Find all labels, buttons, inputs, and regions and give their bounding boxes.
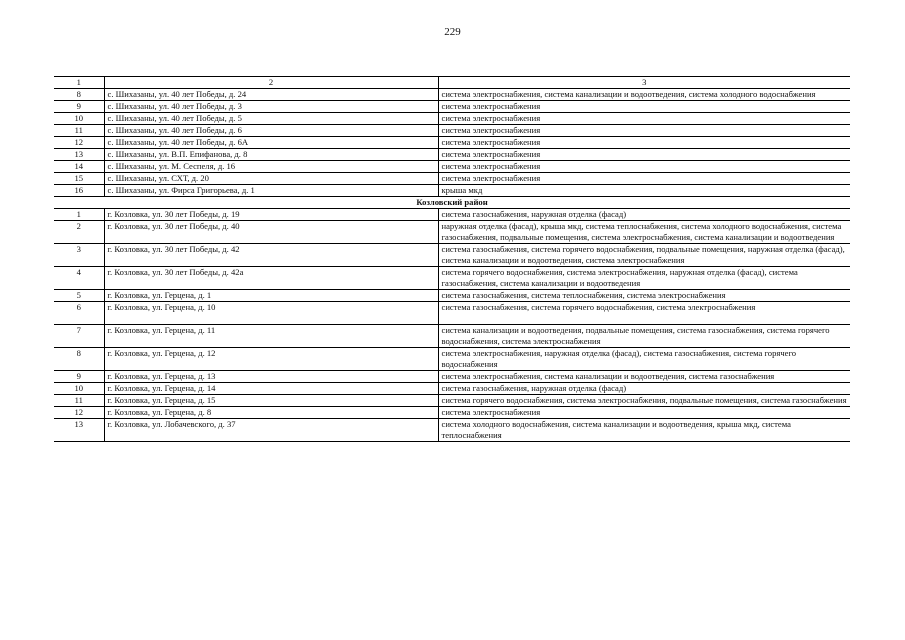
row-works: система электроснабжения xyxy=(438,137,850,149)
row-number: 7 xyxy=(54,325,104,348)
row-address: г. Козловка, ул. Лобачевского, д. 37 xyxy=(104,419,438,442)
table-row xyxy=(54,244,850,267)
section-title: Козловский район xyxy=(54,197,850,209)
row-works: система газоснабжения, система горячего водоснабжения, система электроснабжения xyxy=(438,302,850,325)
row-number: 9 xyxy=(54,371,104,383)
header-col-3: 3 xyxy=(438,77,850,89)
table-row xyxy=(54,348,850,371)
table-row xyxy=(54,395,850,407)
row-works: система канализации и водоотведения, подвальные помещения, система газоснабжения, система горячего водоснабжения, система электроснабжения xyxy=(438,325,850,348)
row-number: 13 xyxy=(54,419,104,442)
row-works: крыша мкд xyxy=(438,185,850,197)
works-table xyxy=(54,76,850,442)
table-header-row xyxy=(54,77,850,89)
row-address: г. Козловка, ул. Герцена, д. 12 xyxy=(104,348,438,371)
row-number: 8 xyxy=(54,89,104,101)
row-address: г. Козловка, ул. Герцена, д. 11 xyxy=(104,325,438,348)
table-row xyxy=(54,407,850,419)
row-works: система электроснабжения xyxy=(438,113,850,125)
row-number: 14 xyxy=(54,161,104,173)
table-row xyxy=(54,325,850,348)
row-number: 16 xyxy=(54,185,104,197)
row-works: система электроснабжения xyxy=(438,125,850,137)
table-row xyxy=(54,209,850,221)
row-number: 12 xyxy=(54,137,104,149)
row-address: с. Шихазаны, ул. М. Сеспеля, д. 16 xyxy=(104,161,438,173)
row-works: система электроснабжения xyxy=(438,173,850,185)
row-number: 11 xyxy=(54,395,104,407)
row-works: система горячего водоснабжения, система электроснабжения, наружная отделка (фасад), система газоснабжения, система канализации и водоотведения xyxy=(438,267,850,290)
row-address: г. Козловка, ул. 30 лет Победы, д. 19 xyxy=(104,209,438,221)
table-row xyxy=(54,113,850,125)
table-row xyxy=(54,221,850,244)
row-number: 10 xyxy=(54,113,104,125)
row-number: 5 xyxy=(54,290,104,302)
row-works: наружная отделка (фасад), крыша мкд, система теплоснабжения, система холодного водоснабжения, система газоснабжения, подвальные помещения, система электроснабжения, система канализации и водоотведения xyxy=(438,221,850,244)
row-address: с. Шихазаны, ул. СХТ, д. 20 xyxy=(104,173,438,185)
row-number: 2 xyxy=(54,221,104,244)
row-works: система холодного водоснабжения, система канализации и водоотведения, крыша мкд, система теплоснабжения xyxy=(438,419,850,442)
row-address: г. Козловка, ул. 30 лет Победы, д. 42 xyxy=(104,244,438,267)
row-works: система газоснабжения, система теплоснабжения, система электроснабжения xyxy=(438,290,850,302)
row-works: система электроснабжения xyxy=(438,407,850,419)
row-address: г. Козловка, ул. Герцена, д. 10 xyxy=(104,302,438,325)
row-number: 13 xyxy=(54,149,104,161)
row-address: г. Козловка, ул. Герцена, д. 14 xyxy=(104,383,438,395)
row-address: г. Козловка, ул. Герцена, д. 1 xyxy=(104,290,438,302)
row-address: с. Шихазаны, ул. Фирса Григорьева, д. 1 xyxy=(104,185,438,197)
page-number: 229 xyxy=(444,26,461,38)
table-row xyxy=(54,125,850,137)
table-row xyxy=(54,101,850,113)
row-works: система горячего водоснабжения, система электроснабжения, подвальные помещения, система газоснабжения xyxy=(438,395,850,407)
row-works: система газоснабжения, наружная отделка (фасад) xyxy=(438,383,850,395)
row-address: г. Козловка, ул. Герцена, д. 15 xyxy=(104,395,438,407)
row-number: 1 xyxy=(54,209,104,221)
table-row xyxy=(54,267,850,290)
row-number: 9 xyxy=(54,101,104,113)
section-row xyxy=(54,197,850,209)
table-row xyxy=(54,302,850,325)
row-number: 8 xyxy=(54,348,104,371)
row-works: система электроснабжения xyxy=(438,101,850,113)
row-works: система электроснабжения xyxy=(438,161,850,173)
row-works: система электроснабжения, система канализации и водоотведения, система газоснабжения xyxy=(438,371,850,383)
row-number: 12 xyxy=(54,407,104,419)
table-row xyxy=(54,290,850,302)
row-address: г. Козловка, ул. 30 лет Победы, д. 40 xyxy=(104,221,438,244)
row-address: с. Шихазаны, ул. 40 лет Победы, д. 3 xyxy=(104,101,438,113)
row-number: 11 xyxy=(54,125,104,137)
table-row xyxy=(54,137,850,149)
row-address: с. Шихазаны, ул. В.П. Епифанова, д. 8 xyxy=(104,149,438,161)
table-row xyxy=(54,383,850,395)
row-address: с. Шихазаны, ул. 40 лет Победы, д. 6А xyxy=(104,137,438,149)
header-col-1: 1 xyxy=(54,77,104,89)
row-works: система газоснабжения, система горячего водоснабжения, подвальные помещения, наружная отделка (фасад), система канализации и водоотведения, система электроснабжения xyxy=(438,244,850,267)
table-row xyxy=(54,173,850,185)
row-address: г. Козловка, ул. Герцена, д. 8 xyxy=(104,407,438,419)
table-row xyxy=(54,185,850,197)
row-number: 10 xyxy=(54,383,104,395)
row-number: 15 xyxy=(54,173,104,185)
row-number: 6 xyxy=(54,302,104,325)
row-address: г. Козловка, ул. 30 лет Победы, д. 42а xyxy=(104,267,438,290)
row-works: система электроснабжения xyxy=(438,149,850,161)
row-works: система электроснабжения, наружная отделка (фасад), система газоснабжения, система горячего водоснабжения xyxy=(438,348,850,371)
table-row xyxy=(54,371,850,383)
table-row xyxy=(54,161,850,173)
row-address: с. Шихазаны, ул. 40 лет Победы, д. 24 xyxy=(104,89,438,101)
row-address: с. Шихазаны, ул. 40 лет Победы, д. 5 xyxy=(104,113,438,125)
row-address: с. Шихазаны, ул. 40 лет Победы, д. 6 xyxy=(104,125,438,137)
row-works: система электроснабжения, система канализации и водоотведения, система холодного водоснабжения xyxy=(438,89,850,101)
row-number: 3 xyxy=(54,244,104,267)
row-number: 4 xyxy=(54,267,104,290)
table-row xyxy=(54,89,850,101)
table-row xyxy=(54,149,850,161)
table-row xyxy=(54,419,850,442)
row-works: система газоснабжения, наружная отделка (фасад) xyxy=(438,209,850,221)
header-col-2: 2 xyxy=(104,77,438,89)
row-address: г. Козловка, ул. Герцена, д. 13 xyxy=(104,371,438,383)
